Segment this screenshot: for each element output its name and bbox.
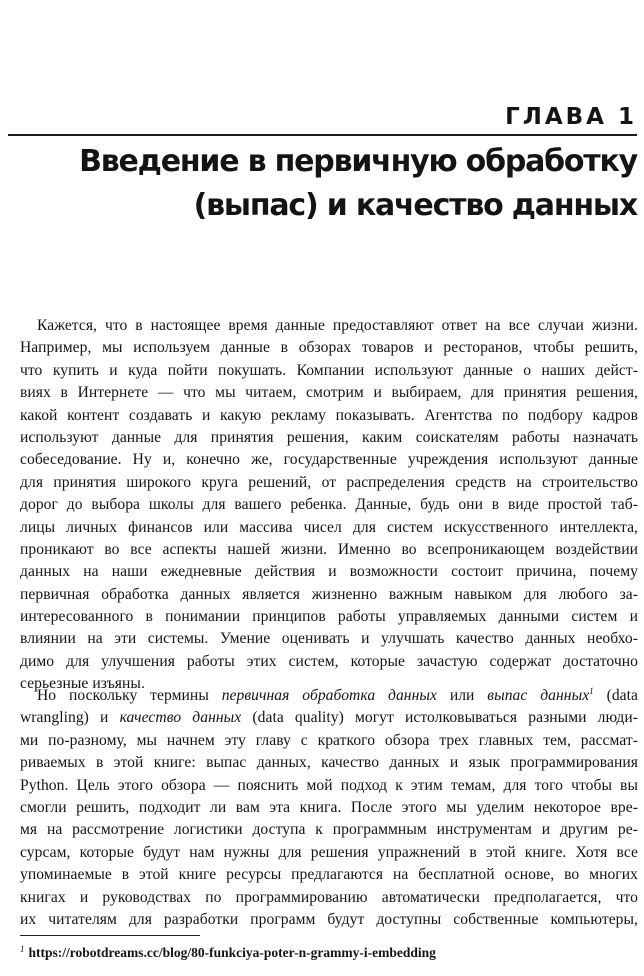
text-line: дорог до выбора школы для вашего ребенка. Данные, будь они в виде простой таб- [20,496,638,514]
footnote-link[interactable]: https://robotdreams.cc/blog/80-funkciya-poter-n-grammy-i-embedding [28,945,436,960]
text-line: Кажется, что в настоящее время данные предоставляют ответ на все случаи жизни. [37,317,638,334]
text-line: используют данные для принятия решения, каким соискателям работы назначать [20,428,638,446]
text-line: димо для улучшения работы этих систем, которые зачастую содержат достаточно [20,652,638,670]
text-line: виях в Интернете — что мы читаем, смотрим и выбираем, для принятия решения, [20,384,638,402]
chapter-title [17,140,637,228]
paragraph-2 [20,685,638,931]
text-line: Python. Цель этого обзора — пояснить мой подход к этим темам, для того чтобы вы [20,776,638,794]
text-line: первичная обработка данных является жизненно важным навыком для любого за- [20,585,638,603]
text-line: интересованного в понимании принципов работы управляемых данными систем и [20,608,638,626]
text-line: влиянии на эти системы. Умение оценивать и улучшать качество данных необхо- [20,630,638,648]
text-line: какой контент создавать и какую рекламу показывать. Агентства по подбору кадров [20,406,638,424]
text-line: лицы личных финансов или массива чисел для систем искусственного интеллекта, [20,518,638,536]
text-line: Например, мы используем данные в обзорах товаров и ресторанов, чтобы решить, [20,339,638,357]
footnote-reference[interactable]: 1 [589,686,594,696]
text-line [20,707,638,729]
footnote-divider [20,935,200,936]
text-run: wrangling) и [20,709,120,727]
text-line: данных на наши ежедневные действия и возможности состоит причина, почему [20,563,638,581]
text-line: собеседование. Ну и, конечно же, государственные учреждения используют данные [20,451,638,469]
chapter-label: ГЛАВА 1 [505,104,637,130]
text-run: (data quality) могут истолковываться разными люди- [241,709,638,727]
text-line: ми по-разному, мы начнем эту главу с краткого обзора трех главных тем, рассмат- [20,731,638,749]
chapter-title-line-2: (выпас) и качество данных [193,188,637,223]
text-line: проникают во все аспекты нашей жизни. Именно во всепроникающем воздействии [20,540,638,558]
text-run: Но поскольку термины [37,687,222,704]
footnote-mark: 1 [20,944,25,954]
text-line: сурсам, которые будут нам нужны для решения упражнений в этой книге. Хотя все [20,843,638,861]
text-line: книгах и руководствах по программированию автоматически предполагается, что [20,888,638,906]
text-line: что купить и куда пойти покушать. Компании используют данные о наших дейст- [20,361,638,379]
text-line: риваемых в этой книге: выпас данных, качество данных и язык программирования [20,754,638,772]
term-data-quality: качество данных [119,709,242,727]
text-line: для принятия широкого круга решений, от распределения средств на строительство [20,473,638,491]
text-line: мя на рассмотрение логистики доступа к программным инструментам и другим ре- [20,821,638,839]
text-line: смогли решить, подходит ли вам эта книга. После этого мы уделим некоторое вре- [20,798,638,816]
term-data-wrangling: первичная обработка данных [221,687,437,704]
chapter-title-line-1: Введение в первичную обработку [79,144,637,179]
term-data-grazing: выпас данных [487,687,590,704]
text-line: упоминаемые в этой книге ресурсы предлагаются на бесплатной основе, во многих [20,866,638,884]
text-line [20,685,638,707]
text-line: их читателям для разработки программ будут доступны собственные компьютеры, [20,910,638,928]
paragraph-1 [20,315,638,696]
chapter-divider [8,134,637,136]
text-run: (data [593,687,638,704]
text-run: или [436,687,488,704]
footnote [20,944,436,962]
text-line: серьезные изъяны. [20,675,145,693]
